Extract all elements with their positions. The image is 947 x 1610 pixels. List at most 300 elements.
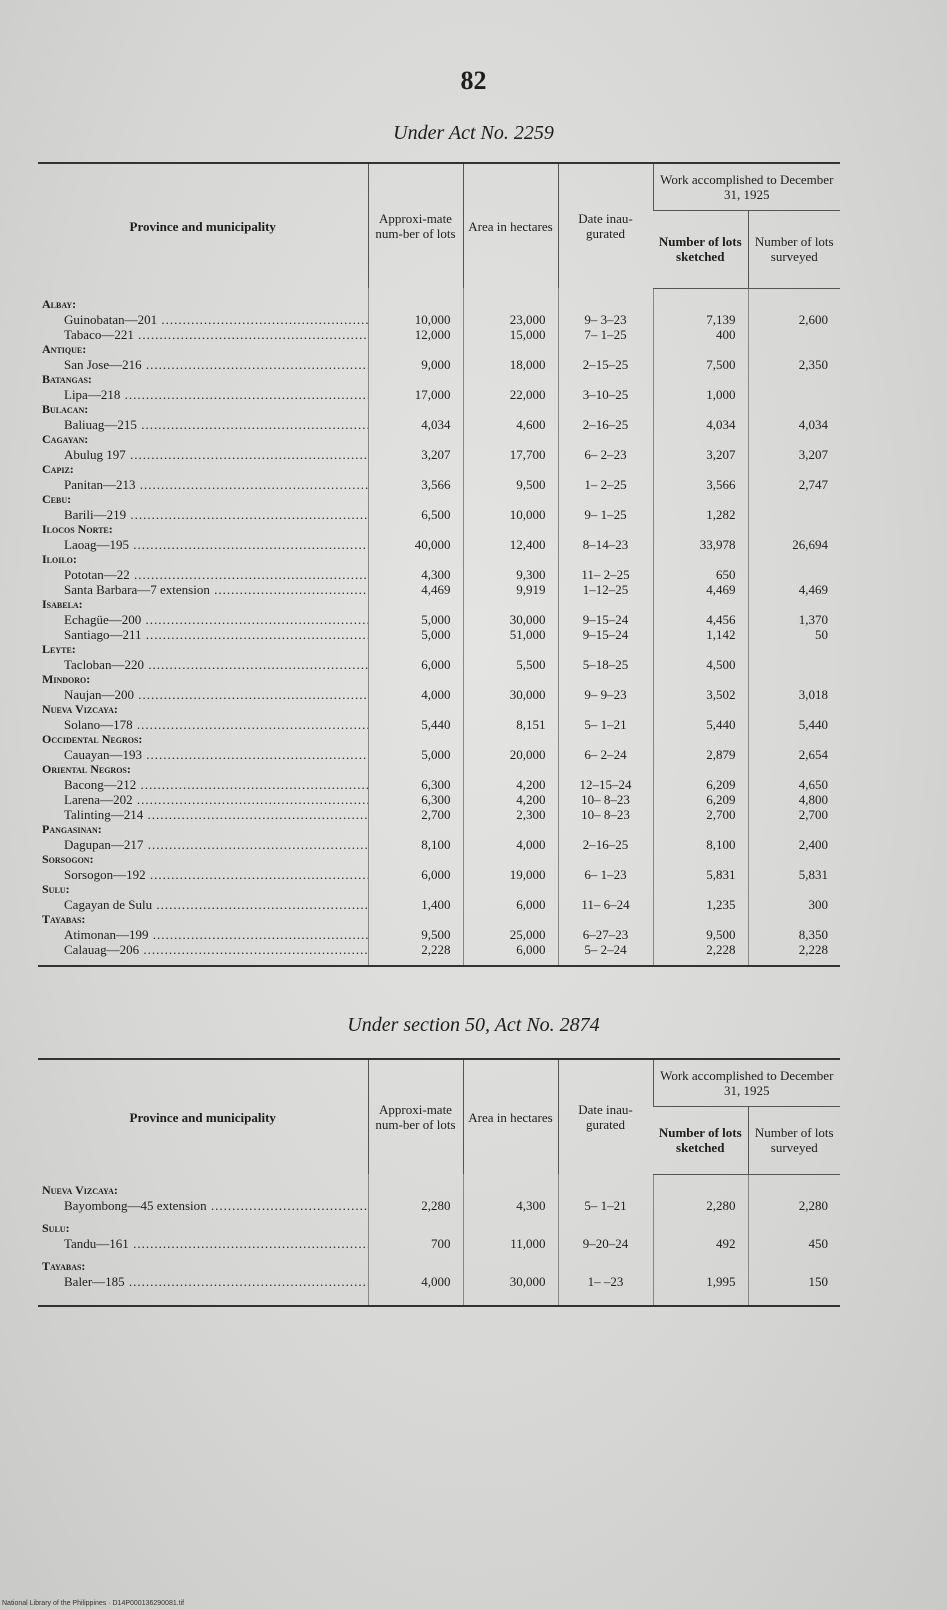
spacer-cell [748, 1289, 840, 1297]
empty-cell [748, 432, 840, 447]
area-value: 4,300 [463, 1198, 558, 1213]
province-name: Capiz: [42, 461, 74, 476]
province-row [38, 762, 840, 777]
date-value: 11– 2–25 [558, 567, 653, 582]
empty-cell [748, 297, 840, 312]
empty-cell [558, 1259, 653, 1274]
table-row [38, 627, 840, 642]
area-value: 5,500 [463, 657, 558, 672]
area-value: 23,000 [463, 312, 558, 327]
spacer-row [38, 957, 840, 966]
header-sketched: Number of lots sketched [653, 211, 748, 289]
empty-cell [748, 732, 840, 747]
sketched-value: 33,978 [653, 537, 748, 552]
header-work-accomplished: Work accomplished to December 31, 1925 [653, 1059, 840, 1107]
province-name: Nueva Vizcaya: [42, 1182, 118, 1197]
empty-cell [653, 342, 748, 357]
empty-cell [748, 702, 840, 717]
empty-cell [558, 492, 653, 507]
municipality-name [38, 567, 368, 582]
date-value: 9– 3–23 [558, 312, 653, 327]
empty-cell [368, 672, 463, 687]
header-province: Province and municipality [38, 163, 368, 288]
spacer-cell [558, 1297, 653, 1306]
spacer-cell [463, 1289, 558, 1297]
empty-cell [558, 522, 653, 537]
spacer-row [38, 1289, 840, 1297]
lots-value: 9,500 [368, 927, 463, 942]
date-value: 9–15–24 [558, 627, 653, 642]
lots-value: 40,000 [368, 537, 463, 552]
empty-cell [748, 522, 840, 537]
empty-cell [368, 762, 463, 777]
municipality-name [38, 1236, 368, 1251]
empty-cell [368, 372, 463, 387]
empty-cell [653, 672, 748, 687]
empty-cell [463, 1259, 558, 1274]
area-value: 4,200 [463, 792, 558, 807]
municipality-label: Cagayan de Sulu ..... [64, 897, 368, 912]
table-row [38, 942, 840, 957]
empty-cell [368, 402, 463, 417]
lots-value: 4,034 [368, 417, 463, 432]
spacer-cell [368, 957, 463, 966]
empty-cell [558, 462, 653, 477]
table-row [38, 657, 840, 672]
empty-cell [748, 762, 840, 777]
province-name: Antique: [42, 341, 87, 356]
municipality-name [38, 927, 368, 942]
date-value: 2–16–25 [558, 417, 653, 432]
area-value: 19,000 [463, 867, 558, 882]
province-row [38, 1183, 840, 1198]
surveyed-value [748, 567, 840, 582]
empty-cell [558, 852, 653, 867]
empty-cell [653, 402, 748, 417]
header-lots: Approxi-mate num-ber of lots [368, 163, 463, 288]
empty-cell [748, 672, 840, 687]
empty-cell [558, 702, 653, 717]
municipality-name [38, 792, 368, 807]
empty-cell [463, 642, 558, 657]
municipality-name [38, 747, 368, 762]
date-value: 3–10–25 [558, 387, 653, 402]
municipality-name [38, 447, 368, 462]
header-province: Province and municipality [38, 1059, 368, 1174]
surveyed-value [748, 507, 840, 522]
spacer-cell [558, 1174, 653, 1183]
date-value: 10– 8–23 [558, 792, 653, 807]
province-row [38, 912, 840, 927]
empty-cell [368, 1259, 463, 1274]
municipality-label: Panitan—213 ..... [64, 477, 368, 492]
province-name: Mindoro: [42, 671, 91, 686]
empty-cell [368, 492, 463, 507]
empty-cell [463, 1221, 558, 1236]
empty-cell [463, 912, 558, 927]
section-title-act-2874: Under section 50, Act No. 2874 [347, 1014, 600, 1036]
area-value: 8,151 [463, 717, 558, 732]
municipality-label: Tandu—161 ..... [64, 1236, 368, 1251]
municipality-name [38, 807, 368, 822]
date-value: 9–20–24 [558, 1236, 653, 1251]
empty-cell [558, 762, 653, 777]
area-value: 9,919 [463, 582, 558, 597]
province-name: Leyte: [42, 641, 76, 656]
empty-cell [653, 297, 748, 312]
municipality-name [38, 537, 368, 552]
header-date: Date inau-gurated [558, 1059, 653, 1174]
province-row [38, 522, 840, 537]
surveyed-value: 2,600 [748, 312, 840, 327]
table-row [38, 1274, 840, 1289]
empty-cell [748, 342, 840, 357]
sketched-value: 650 [653, 567, 748, 582]
province-row [38, 462, 840, 477]
date-value: 6– 2–24 [558, 747, 653, 762]
lots-value: 3,566 [368, 477, 463, 492]
empty-cell [368, 297, 463, 312]
spacer-cell [368, 1251, 463, 1259]
empty-cell [558, 297, 653, 312]
municipality-label: Abulug 197 ..... [64, 447, 368, 462]
sketched-value: 9,500 [653, 927, 748, 942]
province-name: Tayabas: [42, 1258, 86, 1273]
sketched-value: 7,139 [653, 312, 748, 327]
spacer-cell [653, 1251, 748, 1259]
surveyed-value: 4,469 [748, 582, 840, 597]
table-act-2259 [38, 162, 840, 969]
province-row [38, 882, 840, 897]
header-surveyed: Number of lots surveyed [748, 211, 840, 289]
empty-cell [748, 462, 840, 477]
province-name: Cagayan: [42, 431, 89, 446]
municipality-name [38, 1274, 368, 1289]
municipality-label: Dagupan—217 ..... [64, 837, 368, 852]
municipality-name [38, 1198, 368, 1213]
table-body [38, 288, 840, 966]
sketched-value: 2,228 [653, 942, 748, 957]
area-value: 20,000 [463, 747, 558, 762]
empty-cell [368, 342, 463, 357]
empty-cell [653, 822, 748, 837]
date-value: 2–16–25 [558, 837, 653, 852]
province-name: Iloilo: [42, 551, 77, 566]
municipality-name [38, 327, 368, 342]
spacer-row [38, 1213, 840, 1221]
scan-footer-note: National Library of the Philippines · D14P000136290081.tif [2, 1600, 185, 1607]
table-row [38, 387, 840, 402]
surveyed-value: 300 [748, 897, 840, 912]
empty-cell [558, 672, 653, 687]
lots-value: 6,500 [368, 507, 463, 522]
empty-cell [748, 552, 840, 567]
municipality-label: Baler—185 ..... [64, 1274, 368, 1289]
empty-cell [653, 882, 748, 897]
table-row [38, 897, 840, 912]
province-name: Tayabas: [42, 911, 86, 926]
municipality-label: Solano—178 ..... [64, 717, 368, 732]
spacer-cell [38, 957, 368, 966]
spacer-cell [38, 1289, 368, 1297]
province-row [38, 297, 840, 312]
spacer-cell [38, 1213, 368, 1221]
surveyed-value: 1,370 [748, 612, 840, 627]
province-name: Oriental Negros: [42, 761, 131, 776]
province-name: Pangasinan: [42, 821, 102, 836]
table-row [38, 612, 840, 627]
area-value: 11,000 [463, 1236, 558, 1251]
table-row [38, 837, 840, 852]
header-work-accomplished: Work accomplished to December 31, 1925 [653, 163, 840, 211]
province-row [38, 1221, 840, 1236]
header-lots: Approxi-mate num-ber of lots [368, 1059, 463, 1174]
municipality-name [38, 357, 368, 372]
date-value: 6–27–23 [558, 927, 653, 942]
lots-value: 6,300 [368, 777, 463, 792]
empty-cell [558, 372, 653, 387]
empty-cell [653, 702, 748, 717]
lots-value: 4,000 [368, 687, 463, 702]
table-row [38, 327, 840, 342]
province-row [38, 552, 840, 567]
empty-cell [463, 882, 558, 897]
sketched-value: 2,280 [653, 1198, 748, 1213]
lots-value: 9,000 [368, 357, 463, 372]
area-value: 22,000 [463, 387, 558, 402]
spacer-cell [653, 1174, 748, 1183]
table-act-2874 [38, 1058, 840, 1309]
surveyed-value: 8,350 [748, 927, 840, 942]
date-value: 5– 1–21 [558, 1198, 653, 1213]
area-value: 15,000 [463, 327, 558, 342]
municipality-name [38, 627, 368, 642]
surveyed-value [748, 657, 840, 672]
empty-cell [653, 1259, 748, 1274]
table-row [38, 312, 840, 327]
empty-cell [368, 432, 463, 447]
empty-cell [368, 852, 463, 867]
empty-cell [368, 732, 463, 747]
empty-cell [653, 552, 748, 567]
empty-cell [463, 297, 558, 312]
date-value: 6– 2–23 [558, 447, 653, 462]
empty-cell [558, 1221, 653, 1236]
area-value: 12,400 [463, 537, 558, 552]
province-row [38, 822, 840, 837]
empty-cell [748, 597, 840, 612]
area-value: 2,300 [463, 807, 558, 822]
municipality-name [38, 312, 368, 327]
empty-cell [463, 402, 558, 417]
empty-cell [653, 732, 748, 747]
lots-value: 6,000 [368, 867, 463, 882]
spacer-cell [558, 288, 653, 297]
spacer-cell [368, 1289, 463, 1297]
spacer-cell [463, 957, 558, 966]
spacer-cell [38, 1251, 368, 1259]
empty-cell [558, 882, 653, 897]
spacer-row [38, 1251, 840, 1259]
date-value: 10– 8–23 [558, 807, 653, 822]
area-value: 30,000 [463, 1274, 558, 1289]
empty-cell [653, 912, 748, 927]
municipality-label: San Jose—216 ..... [64, 357, 368, 372]
spacer-cell [748, 1251, 840, 1259]
surveyed-value: 50 [748, 627, 840, 642]
surveyed-value: 2,400 [748, 837, 840, 852]
sketched-value: 4,034 [653, 417, 748, 432]
sketched-value: 8,100 [653, 837, 748, 852]
spacer-cell [558, 1289, 653, 1297]
empty-cell [748, 882, 840, 897]
header-area: Area in hectares [463, 163, 558, 288]
empty-cell [558, 432, 653, 447]
empty-cell [463, 492, 558, 507]
municipality-name [38, 477, 368, 492]
province-row [38, 432, 840, 447]
empty-cell [558, 912, 653, 927]
lots-value: 1,400 [368, 897, 463, 912]
empty-cell [463, 702, 558, 717]
surveyed-value: 2,654 [748, 747, 840, 762]
date-value: 5– 2–24 [558, 942, 653, 957]
table-row [38, 447, 840, 462]
header-date: Date inau-gurated [558, 163, 653, 288]
empty-cell [653, 852, 748, 867]
municipality-name [38, 612, 368, 627]
lots-value: 12,000 [368, 327, 463, 342]
empty-cell [463, 342, 558, 357]
province-row [38, 642, 840, 657]
surveyed-value: 2,350 [748, 357, 840, 372]
surveyed-value: 4,800 [748, 792, 840, 807]
empty-cell [748, 822, 840, 837]
table-row [38, 477, 840, 492]
lots-value: 3,207 [368, 447, 463, 462]
date-value: 1–12–25 [558, 582, 653, 597]
spacer-cell [463, 1297, 558, 1306]
empty-cell [748, 1259, 840, 1274]
lots-value: 8,100 [368, 837, 463, 852]
province-name: Sulu: [42, 881, 70, 896]
date-value: 12–15–24 [558, 777, 653, 792]
surveyed-value: 2,700 [748, 807, 840, 822]
empty-cell [653, 642, 748, 657]
lots-value: 4,469 [368, 582, 463, 597]
spacer-cell [748, 1297, 840, 1306]
sketched-value: 4,456 [653, 612, 748, 627]
municipality-label: Tabaco—221 ..... [64, 327, 368, 342]
date-value: 5– 1–21 [558, 717, 653, 732]
empty-cell [558, 342, 653, 357]
surveyed-value [748, 327, 840, 342]
municipality-label: Bayombong—45 extension ..... [64, 1198, 368, 1213]
date-value: 1– 2–25 [558, 477, 653, 492]
table-row [38, 927, 840, 942]
empty-cell [368, 882, 463, 897]
spacer-cell [463, 1251, 558, 1259]
area-value: 4,000 [463, 837, 558, 852]
spacer-cell [368, 1213, 463, 1221]
header-sketched: Number of lots sketched [653, 1107, 748, 1175]
surveyed-value: 4,034 [748, 417, 840, 432]
spacer-cell [368, 288, 463, 297]
municipality-name [38, 897, 368, 912]
lots-value: 6,300 [368, 792, 463, 807]
spacer-cell [558, 957, 653, 966]
page-number: 82 [460, 66, 487, 95]
empty-cell [368, 552, 463, 567]
spacer-cell [558, 1251, 653, 1259]
surveyed-value: 5,831 [748, 867, 840, 882]
municipality-name [38, 417, 368, 432]
municipality-label: Santiago—211 ..... [64, 627, 368, 642]
municipality-label: Naujan—200 ..... [64, 687, 368, 702]
table-row [38, 567, 840, 582]
lots-value: 2,228 [368, 942, 463, 957]
lots-value: 700 [368, 1236, 463, 1251]
date-value: 8–14–23 [558, 537, 653, 552]
lots-value: 10,000 [368, 312, 463, 327]
area-value: 25,000 [463, 927, 558, 942]
area-value: 6,000 [463, 942, 558, 957]
area-value: 17,700 [463, 447, 558, 462]
lots-value: 17,000 [368, 387, 463, 402]
date-value: 9– 9–23 [558, 687, 653, 702]
municipality-label: Laoag—195 ..... [64, 537, 368, 552]
area-value: 6,000 [463, 897, 558, 912]
spacer-cell [463, 1174, 558, 1183]
province-row [38, 702, 840, 717]
sketched-value: 492 [653, 1236, 748, 1251]
surveyed-value: 150 [748, 1274, 840, 1289]
municipality-name [38, 837, 368, 852]
table-body [38, 1174, 840, 1306]
spacer-cell [558, 1213, 653, 1221]
sketched-value: 1,000 [653, 387, 748, 402]
spacer-cell [748, 1174, 840, 1183]
spacer-cell [38, 1297, 368, 1306]
table-row [38, 747, 840, 762]
municipality-label: Larena—202 ..... [64, 792, 368, 807]
province-name: Occidental Negros: [42, 731, 143, 746]
empty-cell [558, 552, 653, 567]
surveyed-value: 2,228 [748, 942, 840, 957]
empty-cell [558, 402, 653, 417]
empty-cell [653, 597, 748, 612]
area-value: 18,000 [463, 357, 558, 372]
sketched-value: 1,282 [653, 507, 748, 522]
empty-cell [653, 762, 748, 777]
municipality-name [38, 942, 368, 957]
spacer-cell [38, 288, 368, 297]
empty-cell [368, 912, 463, 927]
empty-cell [368, 462, 463, 477]
province-name: Ilocos Norte: [42, 521, 113, 536]
area-value: 4,600 [463, 417, 558, 432]
table-row [38, 792, 840, 807]
empty-cell [653, 462, 748, 477]
province-row [38, 342, 840, 357]
province-name: Nueva Vizcaya: [42, 701, 118, 716]
spacer-row [38, 1174, 840, 1183]
spacer-cell [463, 288, 558, 297]
empty-cell [653, 432, 748, 447]
municipality-name [38, 507, 368, 522]
spacer-cell [38, 1174, 368, 1183]
table-row [38, 807, 840, 822]
